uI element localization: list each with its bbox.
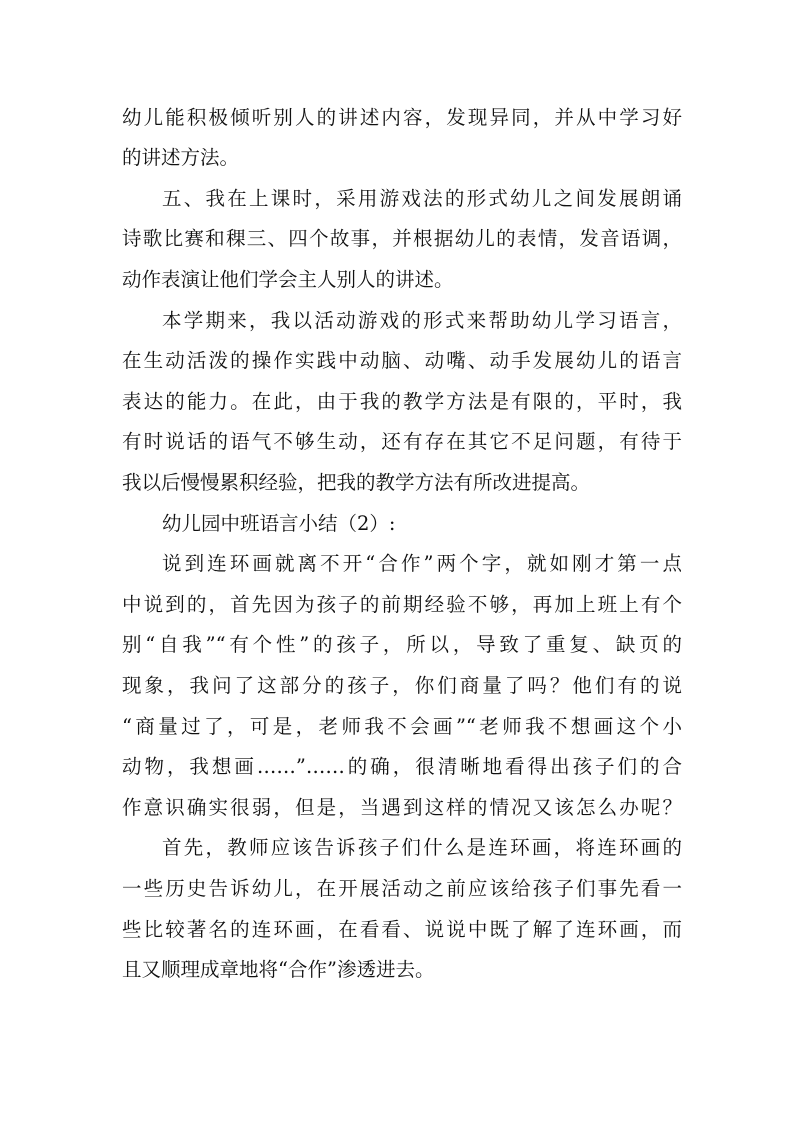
text-line: 我以后慢慢累积经验，把我的教学方法有所改进提高。	[122, 471, 591, 494]
paragraph-first-line: 说到连环画就离不开“合作”两个字，就如刚才第一点	[162, 552, 682, 575]
text-line: 且又顺理成章地将“合作”渗透进去。	[122, 958, 435, 981]
section-heading: 幼儿园中班语言小结（2）:	[162, 512, 396, 535]
text-line: 别“自我”“有个性”的孩子，所以，导致了重复、缺页的	[122, 633, 682, 656]
text-line: 表达的能力。在此，由于我的教学方法是有限的，平时，我	[122, 390, 682, 413]
text-line: 作意识确实很弱，但是，当遇到这样的情况又该怎么办呢？	[122, 796, 682, 819]
text-line: “商量过了，可是，老师我不会画”“老师我不想画这个小	[122, 715, 682, 738]
text-line: 现象，我问了这部分的孩子，你们商量了吗？他们有的说	[122, 674, 682, 697]
text-line: 在生动活泼的操作实践中动脑、动嘴、动手发展幼儿的语言	[122, 349, 682, 372]
text-line: 诗歌比赛和稞三、四个故事，并根据幼儿的表情，发音语调，	[122, 227, 682, 250]
text-line: 有时说话的语气不够生动，还有存在其它不足问题，有待于	[122, 430, 682, 453]
text-line: 幼儿能积极倾听别人的讲述内容，发现异同，并从中学习好	[122, 106, 682, 129]
text-line: 一些历史告诉幼儿，在开展活动之前应该给孩子们事先看一	[122, 877, 682, 900]
paragraph-first-line: 首先，教师应该告诉孩子们什么是连环画，将连环画的	[162, 836, 682, 859]
paragraph-first-line: 五、我在上课时，采用游戏法的形式幼儿之间发展朗诵	[162, 187, 682, 210]
text-line: 动物，我想画……”……的确，很清晰地看得出孩子们的合	[122, 755, 682, 778]
paragraph-first-line: 本学期来，我以活动游戏的形式来帮助幼儿学习语言，	[162, 309, 682, 332]
text-line: 动作表演让他们学会主人别人的讲述。	[122, 268, 454, 291]
text-line: 些比较著名的连环画，在看看、说说中既了解了连环画，而	[122, 918, 682, 941]
text-line: 中说到的，首先因为孩子的前期经验不够，再加上班上有个	[122, 593, 682, 616]
text-line: 的讲述方法。	[122, 146, 240, 169]
